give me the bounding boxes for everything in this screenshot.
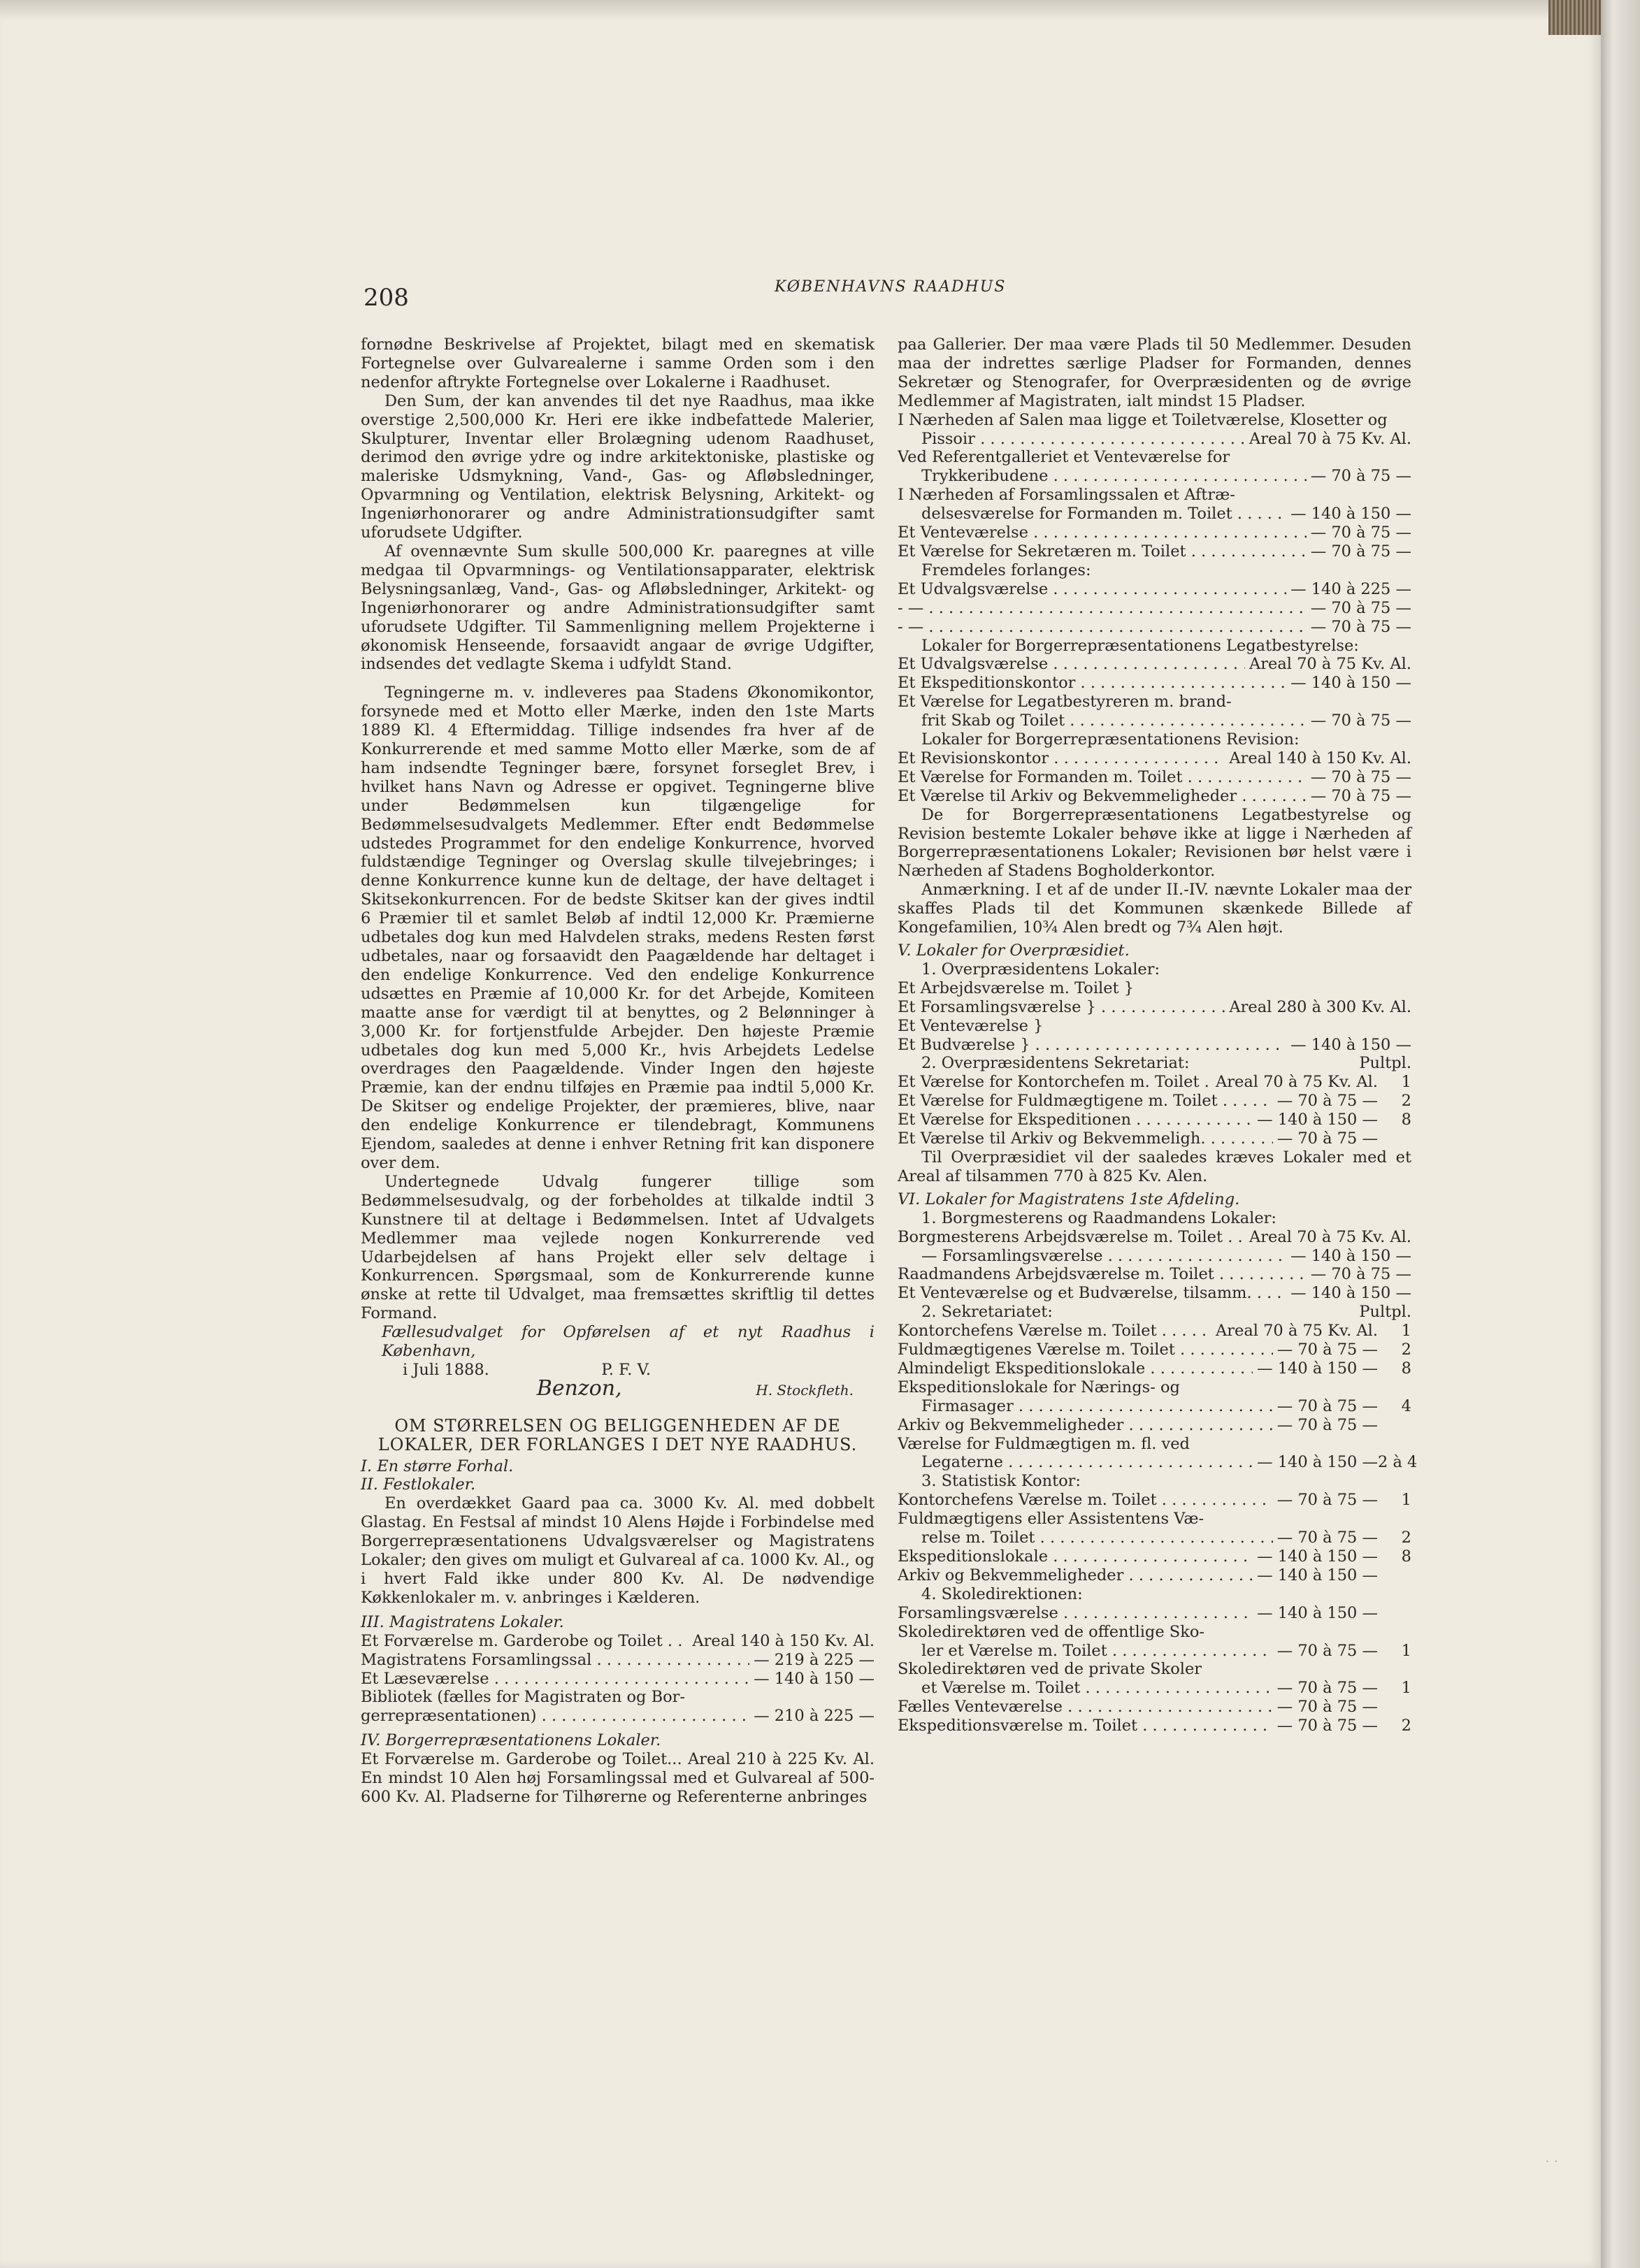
running-head: KØBENHAVNS RAADHUS — [775, 278, 1007, 296]
item-label: Borgmesterens Arbejdsværelse m. Toilet . . . — [898, 1228, 1245, 1247]
item-desks: 1 — [1401, 1073, 1411, 1092]
item-label: Fuldmægtigens eller Assistentens Væ- — [898, 1510, 1204, 1529]
list-item — [361, 1688, 875, 1707]
list-item — [898, 712, 1411, 730]
list-item — [361, 1670, 875, 1689]
pfv: P. F. V. — [601, 1360, 651, 1379]
item-desks: 2 à 4 — [1378, 1453, 1418, 1472]
section-title: VI. Lokaler for Magistratens 1ste Afdeling. — [898, 1190, 1240, 1208]
paragraph: Til Overpræsidiet vil der saaledes kræves Lokaler med et Areal af tilsammen 770 à 825 Kv. Alen. — [898, 1148, 1411, 1185]
item-area: — 140 à 150 — — [1257, 1547, 1378, 1566]
list-item — [898, 430, 1411, 449]
item-desks: 1 — [1401, 1641, 1411, 1660]
item-desks: 1 — [1401, 1679, 1411, 1698]
committee-line: Fællesudvalget for Opførelsen af et nyt Raadhus i København, — [382, 1323, 875, 1361]
list-item — [898, 486, 1411, 505]
list-item — [898, 1566, 1411, 1585]
list-item — [898, 542, 1411, 561]
list-item — [898, 1642, 1411, 1661]
item-area: — 140 à 150 — — [1257, 1453, 1378, 1472]
item-label: Magistratens Forsamlingssal . . . — [361, 1651, 749, 1670]
signature-stockfleth: H. Stockfleth. — [756, 1381, 854, 1399]
list-item — [898, 1547, 1411, 1566]
item-label: Et Budværelse } . . . — [898, 1036, 1286, 1055]
list-item — [898, 1378, 1411, 1397]
list-item — [898, 1510, 1411, 1529]
item-label: Arkiv og Bekvemmeligheder . . . — [898, 1566, 1253, 1585]
table-magistrat — [361, 1632, 875, 1726]
item-desks: 8 — [1401, 1359, 1411, 1378]
list-item — [898, 580, 1411, 599]
item-label: frit Skab og Toilet . . . — [898, 712, 1307, 730]
paragraph: Undertegnede Udvalg fungerer tillige som Bedømmelsesudvalg, og der forbeholdes at tilkalde indtil 3 Kunstnere til at deltage i Bedømmelsen. Intet af Udvalgets Medlemmer maa vejlede nogen Konkurrerende ved Udarbejdelsen af hans Projekt eller selv deltage i Konkurrencen. Spørgsmaal, som de Konkurrerende kunne ønske at rette til Udvalget, maa fremsættes skriftlig til dettes Formand. — [361, 1172, 875, 1323]
item-label: delsesværelse for Formanden m. Toilet . . . — [898, 505, 1286, 523]
list-item — [898, 1359, 1411, 1378]
item-label: Et Udvalgsværelse . . . — [898, 655, 1245, 674]
item-area: — 140 à 150 — — [1290, 1035, 1411, 1054]
item-label: Skoledirektøren ved de offentlige Sko- — [898, 1622, 1205, 1641]
list-item — [898, 1265, 1411, 1284]
item-label: Skoledirektøren ved de private Skoler — [898, 1660, 1202, 1679]
item-label: Arkiv og Bekvemmeligheder . . . — [898, 1416, 1273, 1435]
list-item — [898, 1284, 1411, 1303]
item-area: — 70 à 75 — — [1310, 712, 1411, 730]
item-label: et Værelse m. Toilet . . . — [898, 1679, 1273, 1698]
subheading-row — [898, 1054, 1411, 1073]
item-desks: 8 — [1401, 1111, 1411, 1129]
list-item — [898, 998, 1411, 1017]
table-legat — [898, 655, 1411, 730]
right-column — [898, 335, 1418, 1735]
item-label: Værelse for Fuldmægtigen m. fl. ved — [898, 1434, 1190, 1453]
list-item — [898, 599, 1411, 618]
book-edge — [1548, 0, 1601, 35]
item-area: — 140 à 150 — — [1290, 505, 1411, 523]
section-title: II. Festlokaler. — [361, 1475, 476, 1494]
item-area: — 219 à 225 — — [754, 1650, 875, 1669]
list-item — [898, 1092, 1411, 1111]
item-label: Almindeligt Ekspeditionslokale . . . — [898, 1359, 1253, 1378]
item-area: — 140 à 225 — — [1290, 579, 1411, 598]
list-item — [898, 1322, 1411, 1341]
item-label: — Forsamlingsværelse . . . — [898, 1247, 1286, 1266]
table-statistisk — [898, 1491, 1411, 1585]
item-label: Et Læseværelse . . . — [361, 1670, 749, 1689]
item-label: Et Værelse for Legatbestyreren m. brand- — [898, 693, 1232, 712]
item-area: Areal 70 à 75 Kv. Al. — [1249, 1227, 1411, 1246]
list-item — [898, 1453, 1418, 1472]
page-top-shadow — [0, 0, 1601, 21]
item-label: Et Forværelse m. Garderobe og Toilet . . . — [361, 1632, 688, 1651]
list-item — [898, 1129, 1411, 1148]
list-item — [898, 1036, 1411, 1055]
item-area: — 70 à 75 — — [1276, 1415, 1378, 1434]
list-item — [361, 1707, 875, 1726]
table-borgerrep — [898, 430, 1411, 637]
item-label: Et Værelse for Formanden m. Toilet . . . — [898, 768, 1307, 787]
item-label: Et Værelse for Sekretæren m. Toilet . . . — [898, 542, 1307, 561]
item-area: — 140 à 150 — — [1257, 1111, 1378, 1129]
item-area: — 70 à 75 — — [1310, 767, 1411, 786]
paragraph: De for Borgerrepræsentationens Legatbestyrelse og Revision bestemte Lokaler behøve ikke at ligge i Nærheden af Borgerrepræsentationens Lokaler; Revisionen bør helst være i Nærheden af Stadens Bogholderkontor. — [898, 805, 1411, 881]
list-item — [898, 749, 1411, 768]
list-item — [898, 561, 1411, 580]
item-label: Pissoir . . . — [898, 430, 1245, 449]
item-label: Et Venteværelse . . . — [898, 523, 1307, 542]
list-item — [361, 1632, 875, 1651]
item-label: Et Venteværelse } — [898, 1016, 1044, 1035]
item-label: relse m. Toilet . . . — [898, 1529, 1273, 1547]
item-area: Areal 140 à 150 Kv. Al. — [692, 1631, 875, 1650]
scan-mark: · · — [1545, 2153, 1559, 2169]
table-revision — [898, 749, 1411, 806]
table-overpraesident — [898, 979, 1411, 1055]
list-item — [898, 1679, 1411, 1698]
signatures — [361, 1375, 875, 1401]
section-title: III. Magistratens Lokaler. — [361, 1612, 564, 1631]
pultpl-label: Pultpl. — [1359, 1303, 1411, 1322]
item-label: Et Værelse for Fuldmægtigene m. Toilet . . . — [898, 1092, 1273, 1111]
item-area: — 70 à 75 — — [1276, 1491, 1378, 1510]
item-area: — 70 à 75 — — [1276, 1341, 1378, 1359]
item-label: Fremdeles forlanges: — [921, 561, 1091, 579]
item-area: — 70 à 75 — — [1310, 467, 1411, 486]
item-label: Forsamlingsværelse . . . — [898, 1604, 1253, 1623]
list-item — [898, 1228, 1411, 1247]
item-area: Areal 70 à 75 Kv. Al. — [1216, 1073, 1378, 1092]
list-item — [898, 1416, 1411, 1435]
item-area: — 70 à 75 — — [1276, 1529, 1378, 1547]
subheading: 3. Statistisk Kontor: — [921, 1472, 1081, 1491]
list-item — [898, 523, 1411, 542]
paragraph: Den Sum, der kan anvendes til det nye Raadhus, maa ikke overstige 2,500,000 Kr. Heri ere ikke indbefattede Malerier, Skulpturer, Inventar eller Brolægning udenom Raadhuset, derimod den øvrige ydre og indre arkitektoniske, plastiske og maleriske Udsmykning, Vand-, Gas- og Afløbsledninger, Opvarmning og Ventilation, elektrisk Belysning, Arkitekt- og Ingeniørhonorarer og andre Administrationsudgifter samt uforudsete Udgifter. — [361, 391, 875, 542]
list-item — [898, 979, 1411, 998]
list-item — [898, 1717, 1411, 1735]
item-label: Et Udvalgsværelse . . . — [898, 580, 1286, 599]
left-column — [361, 335, 875, 1807]
paragraph: Tegningerne m. v. indleveres paa Stadens Økonomikontor, forsynede med et Motto eller Mærke, inden den 1ste Marts 1889 Kl. 4 Eftermiddag. Tillige indsendes fra hver af de Konkurrerende et med samme Motto eller Mærke, som de af ham indsendte Tegninger bære, forsynet forseglet Brev, i hvilket hans Navn og Adresse er opgivet. Tegningerne blive under Bedømmelsen kun tilgængelige for Bedømmelsesudvalgets Medlemmer. Efter endt Bedømmelse udstedes Programmet for den endelige Konkurrence, hvorved fuldstændige Tegninger og Overslag skulle tilvejebringes; i denne Konkurrence kunne kun de deltage, der have deltaget i Skitsekonkurrencen. For de bedste Skitser kan der gives indtil 6 Præmier til et samlet Beløb af indtil 12,000 Kr. Præmierne udbetales dog kun med Halvdelen straks, medens Resten først udbetales, naar og forsaavidt den Paagældende har deltaget i den endelige Konkurrence. Ved den endelige Konkurrence udsættes en Præmie af 10,000 Kr. for det Arbejde, Komiteen maatte anse for værdigt til at benyttes, og 2 Belønninger à 3,000 Kr. for fortjenstfulde Arbejder. Den højeste Præmie udbetales dog kun med 5,000 Kr., hvis Arbejdets Ledelse overdrages den Paagældende. Vinder Ingen den højeste Præmie, kan der endnu tilføjes en Præmie paa indtil 5,000 Kr. De Skitser og endelige Projekter, der præmieres, blive, naar den endelige Konkurrence er tilendebragt, Kommunens Ejendom, saaledes at denne i enhver Retning frit kan disponere over dem. — [361, 684, 875, 1172]
item-label: Firmasager . . . — [898, 1397, 1273, 1416]
item-area: — 140 à 150 — — [1257, 1359, 1378, 1378]
item-label: Et Værelse for Kontorchefen m. Toilet . . . — [898, 1073, 1211, 1092]
subheading: 1. Borgmesterens og Raadmandens Lokaler: — [921, 1208, 1276, 1227]
item-desks: 2 — [1401, 1341, 1411, 1359]
item-label: Legaterne . . . — [898, 1453, 1253, 1472]
list-item — [898, 1017, 1411, 1036]
item-area: — 140 à 150 — — [1290, 1284, 1411, 1303]
paragraph: fornødne Beskrivelse af Projektet, bilagt med en skematisk Fortegnelse over Gulvarealerne i samme Orden som i den nedenfor aftrykte Fortegnelse over Lokalerne i Raadhuset. — [361, 335, 875, 391]
item-label: Ekspeditionslokale . . . — [898, 1547, 1253, 1566]
list-item — [898, 1341, 1411, 1359]
table-skoledirektion — [898, 1604, 1411, 1735]
list-item — [898, 1073, 1411, 1092]
item-label: Et Værelse til Arkiv og Bekvemmeligheder . . . — [898, 787, 1307, 806]
list-item — [898, 655, 1411, 674]
section-heading: OM STØRRELSEN OG BELIGGENHEDEN AF DE LOKALER, DER FORLANGES I DET NYE RAADHUS. — [377, 1415, 858, 1454]
section-title: V. Lokaler for Overpræsidiet. — [898, 941, 1130, 960]
paragraph: Anmærkning. I et af de under II.-IV. nævnte Lokaler maa der skaffes Plads til det Kommunen skænkede Billede af Kongefamilien, 10¾ Alen bredt og 7¾ Alen højt. — [898, 881, 1411, 937]
list-item — [898, 674, 1411, 693]
subheading: 2. Overpræsidentens Sekretariat: — [921, 1054, 1190, 1073]
item-label: gerrepræsentationen) . . . — [361, 1707, 749, 1726]
subheading: 4. Skoledirektionen: — [921, 1584, 1083, 1603]
item-area: — 210 à 225 — — [754, 1707, 875, 1726]
paragraph: Et Forværelse m. Garderobe og Toilet... Areal 210 à 225 Kv. Al. En mindst 10 Alen høj Forsamlingssal med et Gulvareal af 500-600 Kv. Al. Pladserne for Tilhørerne og Referenterne anbringes — [361, 1750, 875, 1806]
item-area: — 70 à 75 — — [1276, 1698, 1378, 1717]
item-label: Trykkeribudene . . . — [898, 467, 1307, 486]
item-area: — 70 à 75 — — [1276, 1717, 1378, 1735]
item-label: Raadmandens Arbejdsværelse m. Toilet . . . — [898, 1265, 1307, 1284]
paragraph: paa Gallerier. Der maa være Plads til 50 Medlemmer. Desuden maa der indrettes særlige Pladser for Formanden, dennes Sekretær og Stenografer, for Overpræsidenten og de øvrige Medlemmer af Magistraten, ialt mindst 15 Pladser. — [898, 335, 1411, 410]
item-area: — 140 à 150 — — [1257, 1566, 1378, 1584]
paragraph: Af ovennævnte Sum skulle 500,000 Kr. paaregnes at ville medgaa til Opvarmnings- og Ventilationsapparater, elektrisk Belysningsanlæg, Vand-, Gas- og Afløbsledninger, Arkitekt- og Ingeniørhonorarer og andre Administrationsudgifter samt uforudsete Udgifter. Til Sammenligning mellem Projekterne i økonomisk Henseende, forsaavidt angaar de øvrige Udgifter, indsendes det vedlagte Skema i udfyldt Stand. — [361, 542, 875, 674]
item-area: — 70 à 75 — — [1276, 1679, 1378, 1698]
item-label: - — . . . — [898, 599, 1307, 618]
item-label: Et Arbejdsværelse m. Toilet } — [898, 978, 1135, 997]
list-item — [898, 467, 1411, 486]
item-label: Fuldmægtigenes Værelse m. Toilet . . . — [898, 1341, 1273, 1359]
list-item — [898, 1491, 1411, 1510]
item-label: ler et Værelse m. Toilet . . . — [898, 1642, 1273, 1661]
item-area: — 70 à 75 — — [1310, 542, 1411, 561]
item-area: — 140 à 150 — — [1290, 674, 1411, 693]
item-area: — 70 à 75 — — [1310, 617, 1411, 636]
item-label: Bibliotek (fælles for Magistraten og Bor- — [361, 1688, 686, 1707]
list-item — [898, 693, 1411, 712]
item-area: — 70 à 75 — — [1276, 1092, 1378, 1111]
subheading-row — [898, 1303, 1411, 1322]
list-item — [898, 1604, 1411, 1623]
item-desks: 2 — [1401, 1717, 1411, 1735]
list-item — [361, 1651, 875, 1670]
subheading: 2. Sekretariatet: — [921, 1303, 1053, 1322]
table-sekretariat — [898, 1073, 1411, 1148]
item-desks: 4 — [1401, 1396, 1411, 1415]
list-item — [898, 1529, 1411, 1547]
page-edge — [1601, 0, 1640, 2268]
table-borgmester — [898, 1228, 1411, 1303]
list-item — [898, 618, 1411, 637]
item-label: Ekspeditionsværelse m. Toilet . . . — [898, 1717, 1273, 1735]
subheading: Lokaler for Borgerrepræsentationens Revision: — [921, 730, 1300, 749]
item-label: Kontorchefens Værelse m. Toilet . . . — [898, 1322, 1211, 1341]
list-item — [898, 505, 1411, 523]
page-number: 208 — [364, 284, 409, 312]
signature-benzon: Benzon, — [536, 1375, 622, 1401]
pultpl-label: Pultpl. — [1359, 1054, 1411, 1073]
item-label: I Nærheden af Forsamlingssalen et Aftræ- — [898, 486, 1235, 505]
item-area: — 70 à 75 — — [1276, 1641, 1378, 1660]
list-item — [898, 1247, 1411, 1266]
item-area: Areal 140 à 150 Kv. Al. — [1229, 749, 1411, 767]
list-item — [898, 1397, 1411, 1416]
item-area: — 70 à 75 — — [1276, 1396, 1378, 1415]
item-area: Areal 70 à 75 Kv. Al. — [1249, 655, 1411, 674]
subheading: Lokaler for Borgerrepræsentationens Legatbestyrelse: — [921, 636, 1359, 655]
item-area: — 70 à 75 — — [1310, 786, 1411, 805]
item-desks: 2 — [1401, 1092, 1411, 1111]
list-item — [898, 1623, 1411, 1642]
item-area: Areal 70 à 75 Kv. Al. — [1249, 429, 1411, 448]
item-area: Areal 280 à 300 Kv. Al. — [1229, 997, 1411, 1016]
item-label: Ekspeditionslokale for Nærings- og — [898, 1378, 1180, 1396]
item-label: Et Forsamlingsværelse } . . . — [898, 998, 1225, 1017]
list-item — [898, 768, 1411, 787]
item-label: Fælles Venteværelse . . . — [898, 1698, 1273, 1717]
item-area: Areal 70 à 75 Kv. Al. — [1216, 1322, 1378, 1341]
subheading: 1. Overpræsidentens Lokaler: — [921, 960, 1160, 978]
list-item — [898, 1660, 1411, 1679]
item-area: — 140 à 150 — — [1257, 1603, 1378, 1622]
item-label: Et Revisionskontor . . . — [898, 749, 1225, 768]
item-label: Et Værelse for Ekspeditionen . . . — [898, 1111, 1253, 1129]
list-item — [898, 787, 1411, 806]
paragraph: I Nærheden af Salen maa ligge et Toiletværelse, Klosetter og — [898, 410, 1388, 429]
item-area: — 140 à 150 — — [1290, 1246, 1411, 1265]
item-area: — 140 à 150 — — [754, 1669, 875, 1688]
item-desks: 2 — [1401, 1529, 1411, 1547]
item-label: Et Værelse til Arkiv og Bekvemmeligh. . . . — [898, 1129, 1273, 1148]
item-area: — 70 à 75 — — [1310, 523, 1411, 542]
item-label: - — . . . — [898, 618, 1307, 637]
item-label: Et Venteværelse og et Budværelse, tilsamm. . . . — [898, 1284, 1286, 1303]
section-title: IV. Borgerrepræsentationens Lokaler. — [361, 1731, 661, 1750]
item-area: — 70 à 75 — — [1310, 1265, 1411, 1284]
item-desks: 1 — [1401, 1322, 1411, 1341]
item-label: Kontorchefens Værelse m. Toilet . . . — [898, 1491, 1273, 1510]
item-label: Et Ekspeditionskontor . . . — [898, 674, 1286, 693]
date: i Juli 1888. — [403, 1360, 489, 1379]
list-item — [898, 1111, 1411, 1129]
list-item — [898, 1698, 1411, 1717]
section-title: I. En større Forhal. — [361, 1457, 514, 1475]
item-area: — 70 à 75 — — [1276, 1129, 1378, 1148]
table-sekretariatet — [898, 1322, 1418, 1472]
item-label: Ved Referentgalleriet et Venteværelse for — [898, 448, 1230, 467]
paragraph: En overdækket Gaard paa ca. 3000 Kv. Al. med dobbelt Glastag. En Festsal af mindst 10 Alens Højde i Forbindelse med Borgerrepræsentationens Udvalgsværelser og Magistratens Lokaler; den gives om muligt et Gulvareal af ca. 1000 Kv. Al., og i hvert Fald ikke under 800 Kv. Al. De nødvendige Køkkenlokaler m. v. anbringes i Kælderen. — [361, 1494, 875, 1607]
list-item — [898, 448, 1411, 467]
item-area: — 70 à 75 — — [1310, 598, 1411, 617]
list-item — [898, 1435, 1411, 1454]
item-desks: 8 — [1401, 1547, 1411, 1566]
item-desks: 1 — [1401, 1491, 1411, 1510]
